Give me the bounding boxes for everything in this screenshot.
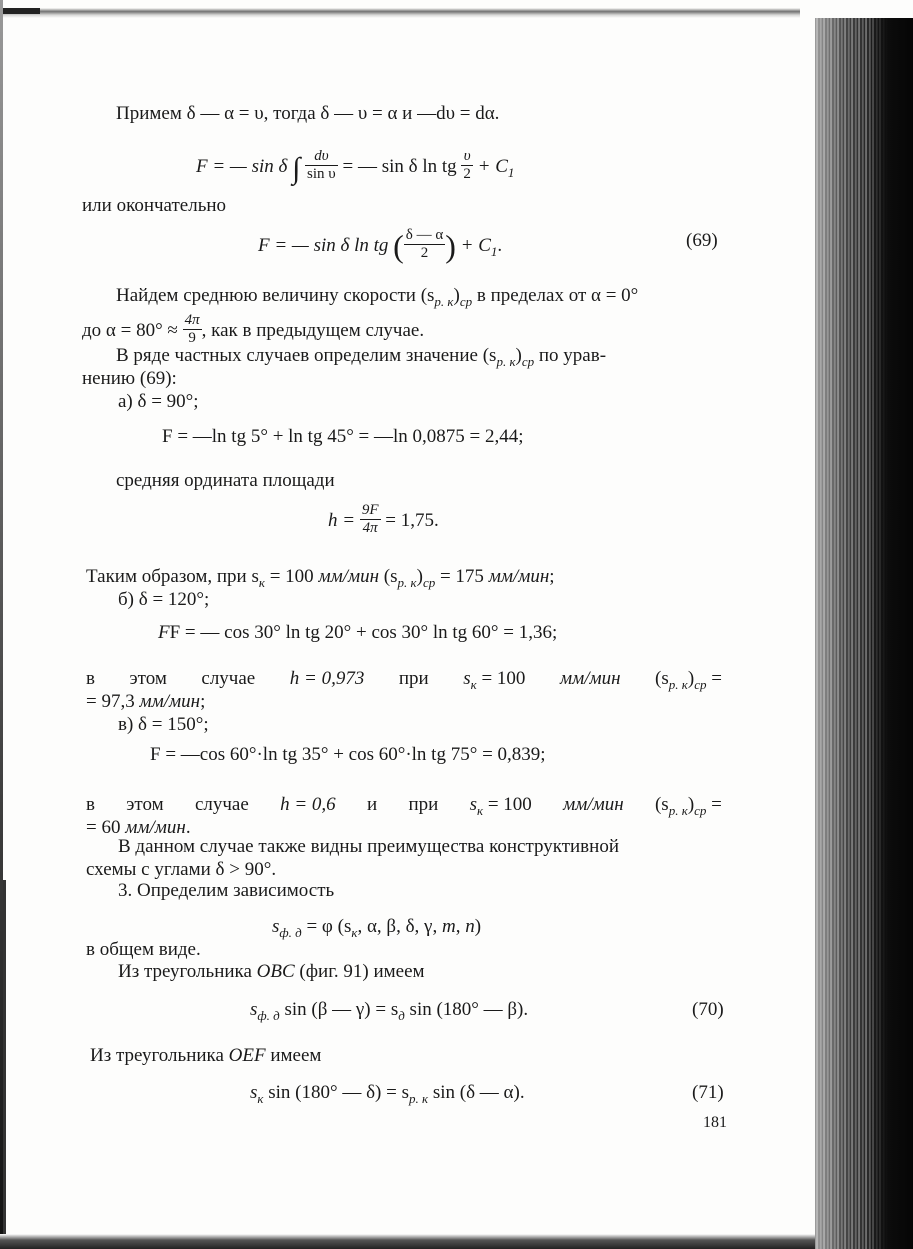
text-line-finally: или окончательно (82, 195, 227, 216)
text-line-substitution: Примем δ — α = υ, тогда δ — υ = α и —dυ = dα. (116, 103, 500, 124)
text-line-special-cases: В ряде частных случаев определим значение $(s_{р. к})_{ср}$ по урав- (116, 345, 607, 369)
fraction-9f-4pi: $\frac{9F}{4\pi}$ (361, 502, 379, 536)
page-number: 181 (703, 1114, 727, 1131)
equation-integral: F = — sin δ ∫ $\frac{d\upsilon}{\text{sin υ}}$ = — sin δ ln tg $\frac{\upsilon}{2}$ + $C_1$ (196, 148, 515, 185)
equation-71: $s_к$ sin (180° — $\delta) = s_{р. к}$ sin (δ — α). (250, 1082, 525, 1106)
equation-case-c: F = —cos 60°·ln tg 35° + cos 60°·ln tg 75° = 0,839; (150, 744, 546, 765)
equation-case-a: F = —ln tg 5° + ln tg 45° = —ln 0,0875 = 2,44; (162, 426, 524, 447)
fraction-dv-sinv: $\frac{d\upsilon}{\text{sin υ}}$ (307, 148, 336, 182)
text-line-case-c-result: в этом случае h = 0,6 и при $s_к = 100$ мм/мин $(s_{р. к})_{ср}$ = (86, 794, 722, 818)
equation-case-b: FF = — cos 30° ln tg 20° + cos 30° ln tg 60° = 1,36; (158, 622, 558, 643)
scan-shadow-top-corner (0, 8, 40, 14)
text-line-case-c-result-2: = 60 мм/мин. (86, 817, 191, 838)
text-line-triangle-oef: Из треугольника OEF имеем (90, 1045, 322, 1066)
text-line-case-b: б) δ = 120°; (118, 589, 210, 610)
text-line-general-form: в общем виде. (86, 939, 201, 960)
text-line-triangle-obc: Из треугольника OBC (фиг. 91) имеем (118, 961, 425, 982)
scan-shadow-left-lower (3, 880, 6, 1240)
text-line-equation-ref: нению (69): (82, 368, 177, 389)
equation-number-70: (70) (692, 999, 724, 1020)
scan-shadow-top (0, 8, 800, 18)
equation-70: $s_{ф. д}$ sin (β — $\gamma) = s_д$ sin (180° — β). (250, 999, 529, 1023)
text-line-case-a: а) δ = 90°; (118, 391, 199, 412)
text-line-up-to-80: до α = 80° ≈ $\frac{4\pi}{9}$ , как в предыдущем случае. (82, 312, 425, 346)
text-line-case-b-result: в этом случае h = 0,973 при $s_к = 100$ мм/мин $(s_{р. к})_{ср}$ = (86, 668, 722, 692)
text-line-case-b-result-2: = 97,3 мм/мин; (86, 691, 206, 712)
fraction-v-2: $\frac{\upsilon}{2}$ (463, 148, 471, 182)
equation-number-69: (69) (686, 230, 718, 251)
text-line-scheme: схемы с углами δ > 90°. (86, 859, 277, 880)
scan-shadow-bottom (0, 1234, 913, 1249)
text-line-item-3: 3. Определим зависимость (118, 880, 335, 901)
equation-69: F = — sin δ ln tg ( $\frac{\delta — \alpha}{2}$ ) + $C_1$. (258, 227, 503, 264)
equation-dependency: $s_{ф. д} = \varphi$ ($s_к$, α, β, δ, γ, m, n) (272, 916, 482, 940)
text-line-case-c: в) δ = 150°; (118, 714, 209, 735)
text-line-mean-speed: Найдем среднюю величину скорости $(s_{р. к})_{ср}$ в пределах от α = 0° (116, 285, 639, 309)
text-line-mean-ordinate: средняя ордината площади (116, 470, 335, 491)
text-line-thus: Таким образом, при $s_к = 100$ мм/мин $(s_{р. к})_{ср} = 175$ мм/мин; (86, 566, 555, 590)
equation-h: h = $\frac{9F}{4\pi}$ = 1,75. (328, 502, 439, 536)
fraction-4pi-9: $\frac{4\pi}{9}$ (184, 312, 200, 346)
fraction-delta-alpha: $\frac{\delta — \alpha}{2}$ (405, 227, 444, 261)
text-line-advantages: В данном случае также видны преимущества конструктивной (118, 836, 619, 857)
equation-number-71: (71) (692, 1082, 724, 1103)
